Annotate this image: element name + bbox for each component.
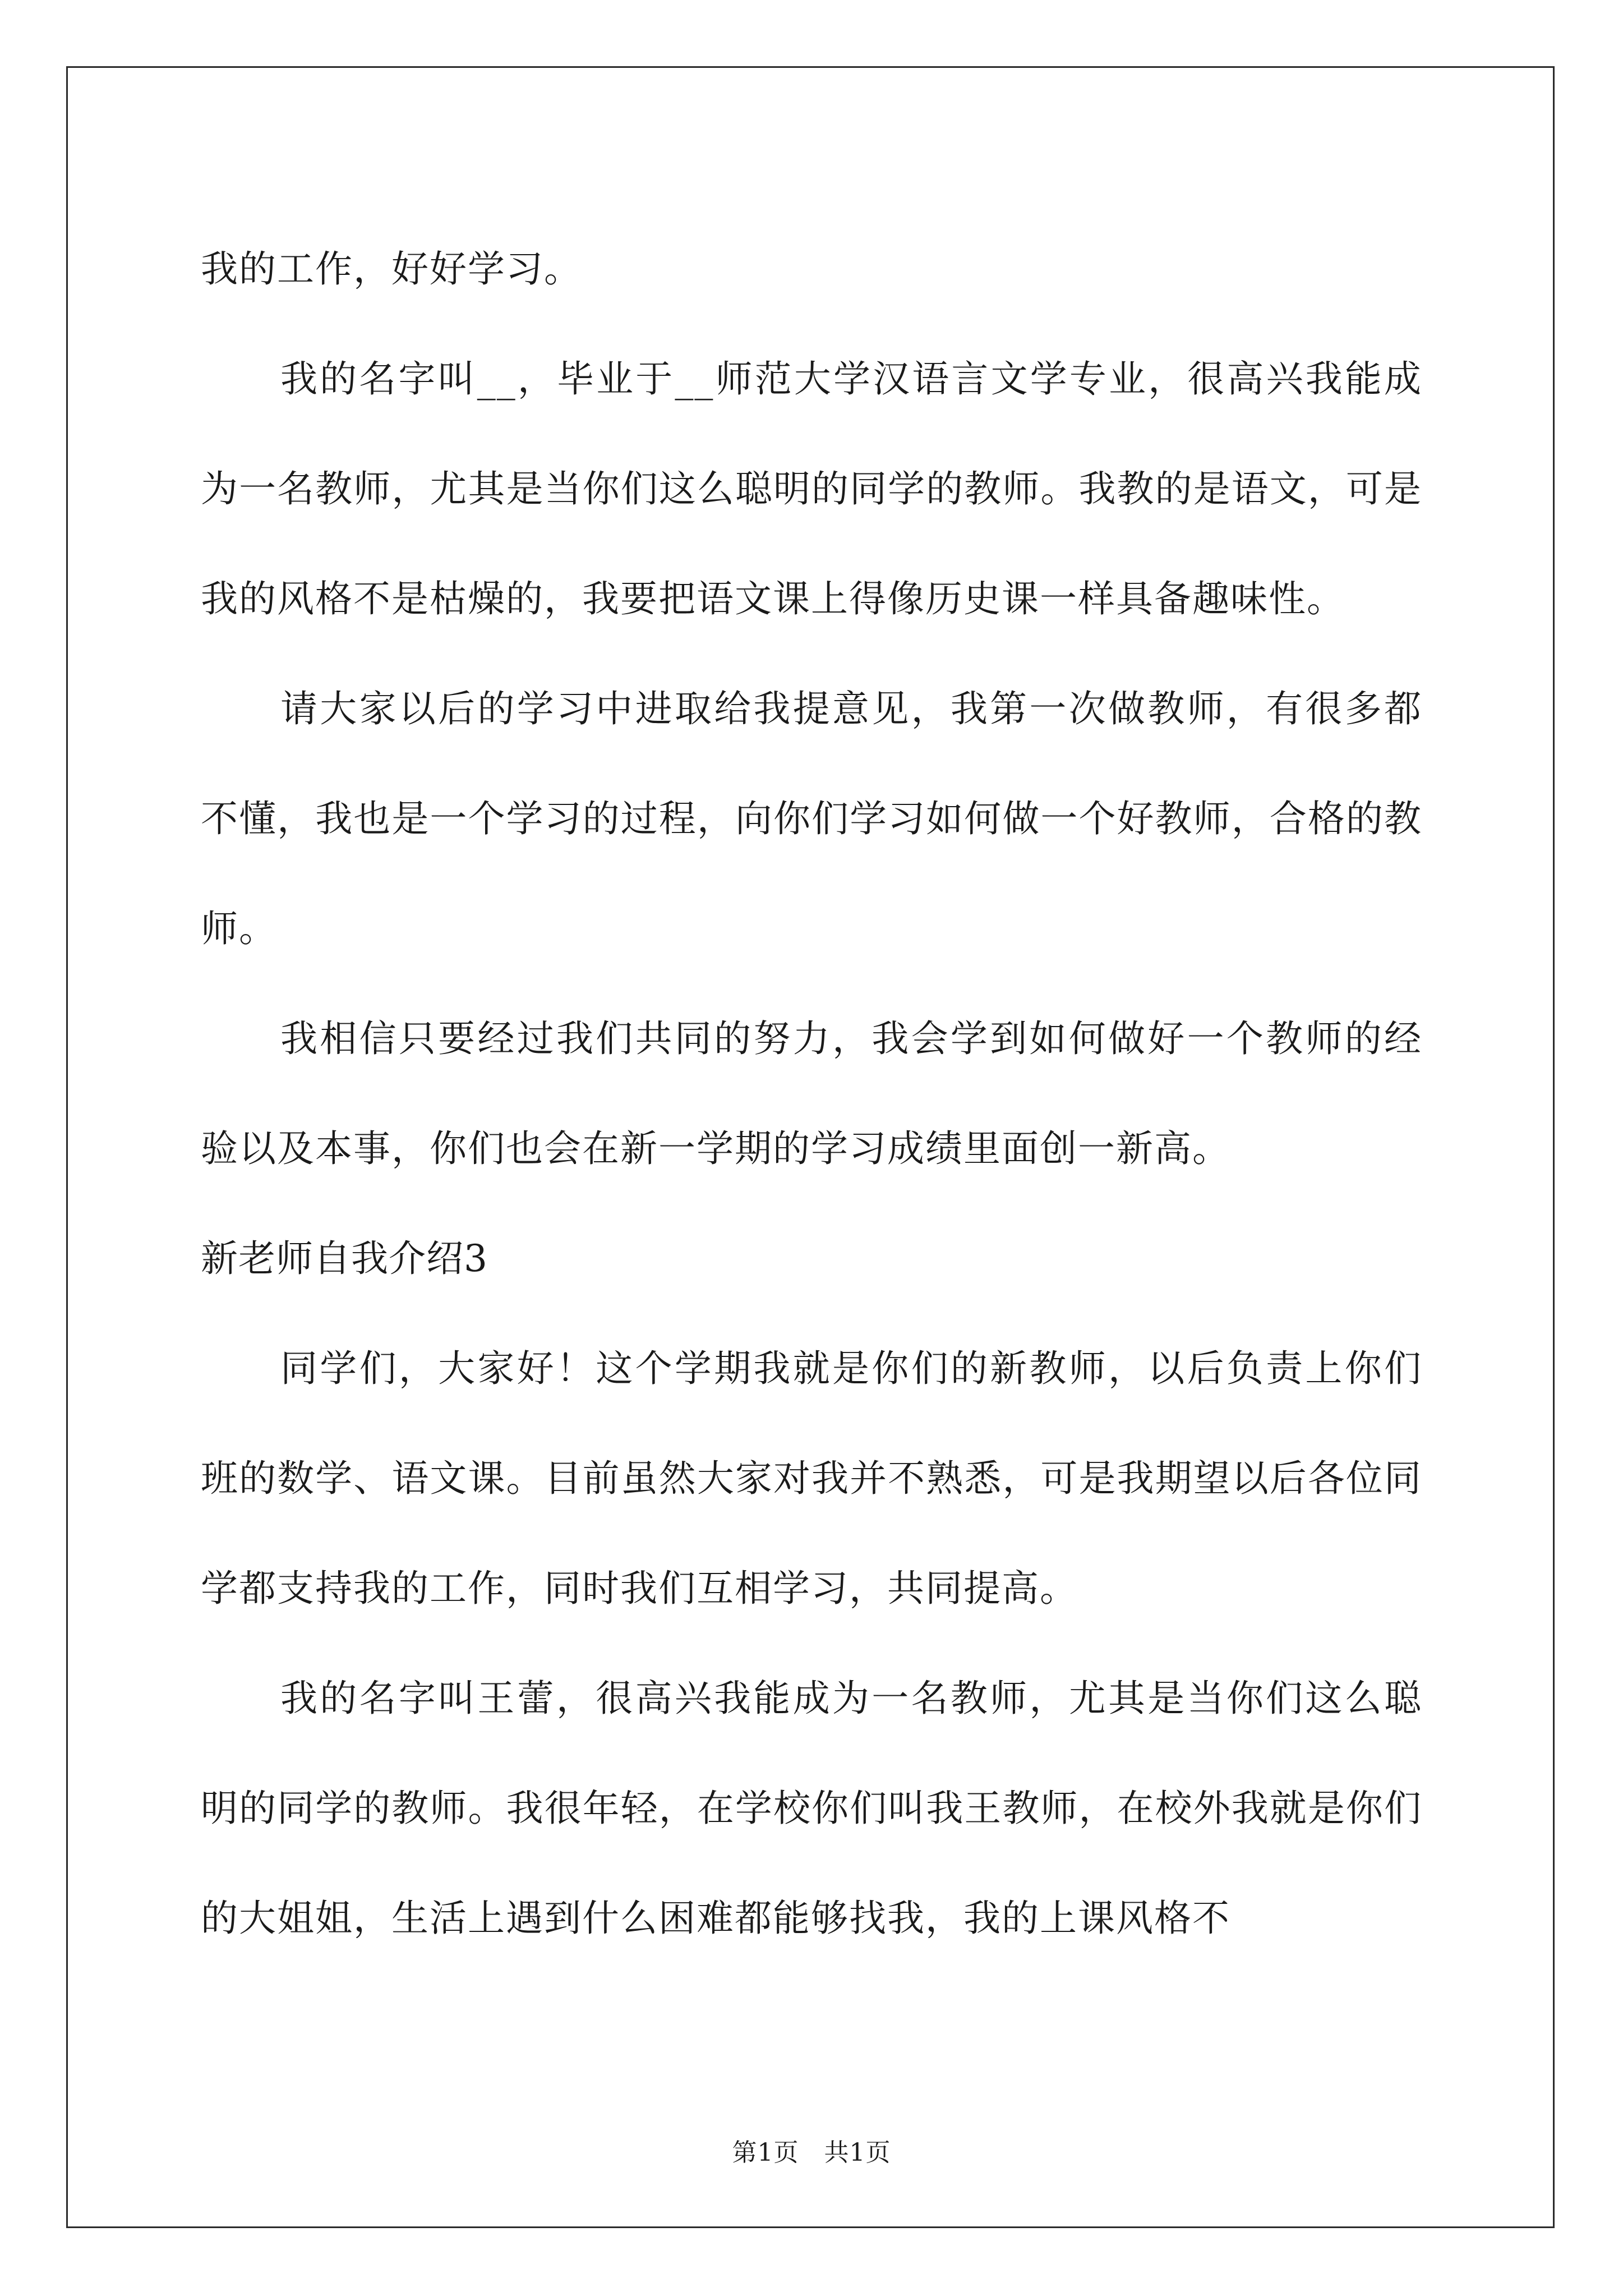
paragraph-belief: 我相信只要经过我们共同的努力，我会学到如何做好一个教师的经验以及本事，你们也会在新一学期的学习成绩里面创一新高。 (201, 1017, 1422, 1170)
section-heading: 新老师自我介绍3 (201, 1237, 488, 1280)
paragraph-introduction: 我的名字叫__，毕业于__师范大学汉语言文学专业，很高兴我能成为一名教师，尤其是当你们这么聪明的同学的教师。我教的是语文，可是我的风格不是枯燥的，我要把语文课上得像历史课一样具备趣味性。 (201, 357, 1422, 620)
paragraph-continuation: 我的工作，好好学习。 (201, 247, 582, 291)
page-footer: 第1页 共1页 (732, 2138, 891, 2167)
paragraph-request: 请大家以后的学习中进取给我提意见，我第一次做教师，有很多都不懂，我也是一个学习的过程，向你们学习如何做一个好教师，合格的教师。 (201, 687, 1422, 950)
paragraph-name: 我的名字叫王蕾，很高兴我能成为一名教师，尤其是当你们这么聪明的同学的教师。我很年轻，在学校你们叫我王教师，在校外我就是你们的大姐姐，生活上遇到什么困难都能够找我，我的上课风格不 (201, 1677, 1422, 1940)
document-body (201, 214, 1422, 1973)
paragraph-greeting: 同学们，大家好！这个学期我就是你们的新教师，以后负责上你们班的数学、语文课。目前虽然大家对我并不熟悉，可是我期望以后各位同学都支持我的工作，同时我们互相学习，共同提高。 (201, 1347, 1422, 1610)
